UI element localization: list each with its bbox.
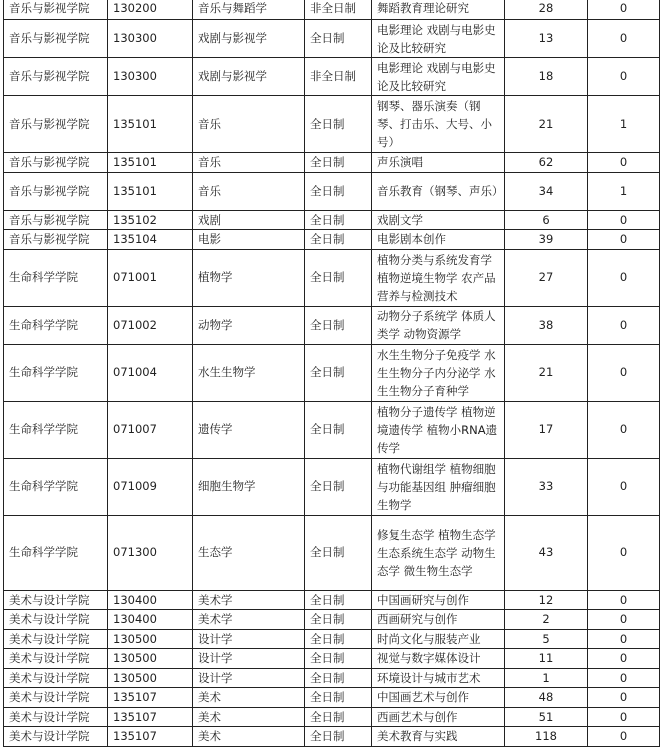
major-cell: 音乐 bbox=[193, 172, 305, 210]
direction-cell: 视觉与数字媒体设计 bbox=[372, 649, 505, 669]
table-row bbox=[4, 688, 660, 708]
table-row bbox=[4, 610, 660, 630]
exempt-count-cell: 0 bbox=[588, 688, 660, 708]
enrollment-count-cell: 118 bbox=[505, 727, 588, 747]
table-row bbox=[4, 629, 660, 649]
school-cell: 音乐与影视学院 bbox=[4, 96, 108, 153]
table-row bbox=[4, 401, 660, 458]
table-row bbox=[4, 668, 660, 688]
code-cell: 130500 bbox=[108, 668, 193, 688]
code-cell: 071300 bbox=[108, 515, 193, 590]
direction-cell: 植物分类与系统发育学 植物逆境生物学 农产品营养与检测技术 bbox=[372, 249, 505, 306]
direction-cell: 动物分子系统学 体质人类学 动物资源学 bbox=[372, 306, 505, 344]
enrollment-count-cell: 17 bbox=[505, 401, 588, 458]
direction-cell: 时尚文化与服装产业 bbox=[372, 629, 505, 649]
major-cell: 细胞生物学 bbox=[193, 458, 305, 515]
enrollment-count-cell: 1 bbox=[505, 668, 588, 688]
direction-cell: 中国画研究与创作 bbox=[372, 590, 505, 610]
school-cell: 生命科学学院 bbox=[4, 515, 108, 590]
direction-cell: 水生生物分子免疫学 水生生物分子内分泌学 水生生物分子育种学 bbox=[372, 344, 505, 401]
major-cell: 美术学 bbox=[193, 590, 305, 610]
direction-cell: 电影剧本创作 bbox=[372, 230, 505, 250]
table-row bbox=[4, 590, 660, 610]
school-cell: 美术与设计学院 bbox=[4, 590, 108, 610]
code-cell: 135107 bbox=[108, 707, 193, 727]
table-row bbox=[4, 515, 660, 590]
major-cell: 生态学 bbox=[193, 515, 305, 590]
code-cell: 135102 bbox=[108, 210, 193, 230]
table-row bbox=[4, 153, 660, 173]
enrollment-count-cell: 62 bbox=[505, 153, 588, 173]
major-cell: 音乐 bbox=[193, 153, 305, 173]
school-cell: 美术与设计学院 bbox=[4, 610, 108, 630]
school-cell: 美术与设计学院 bbox=[4, 707, 108, 727]
school-cell: 音乐与影视学院 bbox=[4, 172, 108, 210]
table-row bbox=[4, 249, 660, 306]
code-cell: 130300 bbox=[108, 20, 193, 58]
table-row bbox=[4, 20, 660, 58]
major-cell: 音乐与舞蹈学 bbox=[193, 0, 305, 20]
mode-cell: 全日制 bbox=[305, 20, 372, 58]
exempt-count-cell: 0 bbox=[588, 515, 660, 590]
major-cell: 美术 bbox=[193, 688, 305, 708]
mode-cell: 全日制 bbox=[305, 344, 372, 401]
school-cell: 美术与设计学院 bbox=[4, 727, 108, 747]
exempt-count-cell: 0 bbox=[588, 649, 660, 669]
direction-cell: 修复生态学 植物生态学 生态系统生态学 动物生态学 微生物生态学 bbox=[372, 515, 505, 590]
school-cell: 音乐与影视学院 bbox=[4, 0, 108, 20]
exempt-count-cell: 1 bbox=[588, 96, 660, 153]
enrollment-count-cell: 12 bbox=[505, 590, 588, 610]
school-cell: 美术与设计学院 bbox=[4, 649, 108, 669]
exempt-count-cell: 0 bbox=[588, 0, 660, 20]
mode-cell: 全日制 bbox=[305, 96, 372, 153]
major-cell: 音乐 bbox=[193, 96, 305, 153]
exempt-count-cell: 0 bbox=[588, 230, 660, 250]
major-cell: 戏剧 bbox=[193, 210, 305, 230]
major-cell: 植物学 bbox=[193, 249, 305, 306]
enrollment-count-cell: 21 bbox=[505, 96, 588, 153]
enrollment-table bbox=[3, 0, 660, 747]
mode-cell: 全日制 bbox=[305, 230, 372, 250]
direction-cell: 舞蹈教育理论研究 bbox=[372, 0, 505, 20]
code-cell: 130400 bbox=[108, 610, 193, 630]
table-row bbox=[4, 458, 660, 515]
enrollment-count-cell: 43 bbox=[505, 515, 588, 590]
exempt-count-cell: 0 bbox=[588, 20, 660, 58]
exempt-count-cell: 0 bbox=[588, 249, 660, 306]
direction-cell: 环境设计与城市艺术 bbox=[372, 668, 505, 688]
code-cell: 135107 bbox=[108, 688, 193, 708]
major-cell: 设计学 bbox=[193, 668, 305, 688]
code-cell: 135104 bbox=[108, 230, 193, 250]
major-cell: 电影 bbox=[193, 230, 305, 250]
enrollment-count-cell: 28 bbox=[505, 0, 588, 20]
school-cell: 生命科学学院 bbox=[4, 458, 108, 515]
major-cell: 美术 bbox=[193, 727, 305, 747]
table-row bbox=[4, 210, 660, 230]
exempt-count-cell: 0 bbox=[588, 153, 660, 173]
enrollment-count-cell: 34 bbox=[505, 172, 588, 210]
direction-cell: 电影理论 戏剧与电影史论及比较研究 bbox=[372, 20, 505, 58]
enrollment-count-cell: 27 bbox=[505, 249, 588, 306]
direction-cell: 声乐演唱 bbox=[372, 153, 505, 173]
table-row bbox=[4, 0, 660, 20]
mode-cell: 非全日制 bbox=[305, 58, 372, 96]
major-cell: 水生生物学 bbox=[193, 344, 305, 401]
enrollment-count-cell: 38 bbox=[505, 306, 588, 344]
table-row bbox=[4, 230, 660, 250]
table-row bbox=[4, 727, 660, 747]
mode-cell: 全日制 bbox=[305, 727, 372, 747]
table-row bbox=[4, 344, 660, 401]
school-cell: 生命科学学院 bbox=[4, 401, 108, 458]
school-cell: 音乐与影视学院 bbox=[4, 230, 108, 250]
code-cell: 135101 bbox=[108, 172, 193, 210]
exempt-count-cell: 0 bbox=[588, 610, 660, 630]
enrollment-count-cell: 11 bbox=[505, 649, 588, 669]
mode-cell: 全日制 bbox=[305, 707, 372, 727]
table-row bbox=[4, 58, 660, 96]
table-row bbox=[4, 306, 660, 344]
code-cell: 071001 bbox=[108, 249, 193, 306]
enrollment-count-cell: 6 bbox=[505, 210, 588, 230]
direction-cell: 中国画艺术与创作 bbox=[372, 688, 505, 708]
mode-cell: 全日制 bbox=[305, 649, 372, 669]
direction-cell: 钢琴、器乐演奏（钢琴、打击乐、大号、小号） bbox=[372, 96, 505, 153]
school-cell: 音乐与影视学院 bbox=[4, 58, 108, 96]
enrollment-count-cell: 33 bbox=[505, 458, 588, 515]
major-cell: 戏剧与影视学 bbox=[193, 20, 305, 58]
school-cell: 美术与设计学院 bbox=[4, 668, 108, 688]
exempt-count-cell: 0 bbox=[588, 707, 660, 727]
table-row bbox=[4, 649, 660, 669]
exempt-count-cell: 0 bbox=[588, 58, 660, 96]
mode-cell: 全日制 bbox=[305, 249, 372, 306]
exempt-count-cell: 0 bbox=[588, 306, 660, 344]
enrollment-count-cell: 48 bbox=[505, 688, 588, 708]
major-cell: 设计学 bbox=[193, 629, 305, 649]
code-cell: 071007 bbox=[108, 401, 193, 458]
enrollment-count-cell: 18 bbox=[505, 58, 588, 96]
school-cell: 生命科学学院 bbox=[4, 306, 108, 344]
direction-cell: 美术教育与实践 bbox=[372, 727, 505, 747]
direction-cell: 电影理论 戏剧与电影史论及比较研究 bbox=[372, 58, 505, 96]
school-cell: 音乐与影视学院 bbox=[4, 210, 108, 230]
code-cell: 135101 bbox=[108, 96, 193, 153]
enrollment-count-cell: 51 bbox=[505, 707, 588, 727]
enrollment-count-cell: 39 bbox=[505, 230, 588, 250]
mode-cell: 全日制 bbox=[305, 688, 372, 708]
school-cell: 生命科学学院 bbox=[4, 344, 108, 401]
school-cell: 音乐与影视学院 bbox=[4, 153, 108, 173]
mode-cell: 全日制 bbox=[305, 153, 372, 173]
mode-cell: 非全日制 bbox=[305, 0, 372, 20]
mode-cell: 全日制 bbox=[305, 458, 372, 515]
school-cell: 美术与设计学院 bbox=[4, 688, 108, 708]
mode-cell: 全日制 bbox=[305, 610, 372, 630]
exempt-count-cell: 1 bbox=[588, 172, 660, 210]
exempt-count-cell: 0 bbox=[588, 668, 660, 688]
major-cell: 遗传学 bbox=[193, 401, 305, 458]
direction-cell: 戏剧文学 bbox=[372, 210, 505, 230]
mode-cell: 全日制 bbox=[305, 172, 372, 210]
code-cell: 071002 bbox=[108, 306, 193, 344]
mode-cell: 全日制 bbox=[305, 629, 372, 649]
mode-cell: 全日制 bbox=[305, 590, 372, 610]
school-cell: 音乐与影视学院 bbox=[4, 20, 108, 58]
mode-cell: 全日制 bbox=[305, 668, 372, 688]
direction-cell: 植物分子遗传学 植物逆境遗传学 植物小RNA遗传学 bbox=[372, 401, 505, 458]
code-cell: 130400 bbox=[108, 590, 193, 610]
code-cell: 135107 bbox=[108, 727, 193, 747]
exempt-count-cell: 0 bbox=[588, 344, 660, 401]
code-cell: 071009 bbox=[108, 458, 193, 515]
code-cell: 130500 bbox=[108, 629, 193, 649]
mode-cell: 全日制 bbox=[305, 401, 372, 458]
exempt-count-cell: 0 bbox=[588, 590, 660, 610]
enrollment-count-cell: 13 bbox=[505, 20, 588, 58]
exempt-count-cell: 0 bbox=[588, 210, 660, 230]
code-cell: 130500 bbox=[108, 649, 193, 669]
direction-cell: 西画研究与创作 bbox=[372, 610, 505, 630]
table-row bbox=[4, 96, 660, 153]
direction-cell: 植物代谢组学 植物细胞与功能基因组 肿瘤细胞生物学 bbox=[372, 458, 505, 515]
major-cell: 设计学 bbox=[193, 649, 305, 669]
mode-cell: 全日制 bbox=[305, 210, 372, 230]
code-cell: 130200 bbox=[108, 0, 193, 20]
direction-cell: 音乐教育（钢琴、声乐） bbox=[372, 172, 505, 210]
school-cell: 生命科学学院 bbox=[4, 249, 108, 306]
enrollment-count-cell: 5 bbox=[505, 629, 588, 649]
enrollment-count-cell: 21 bbox=[505, 344, 588, 401]
code-cell: 071004 bbox=[108, 344, 193, 401]
school-cell: 美术与设计学院 bbox=[4, 629, 108, 649]
mode-cell: 全日制 bbox=[305, 306, 372, 344]
code-cell: 135101 bbox=[108, 153, 193, 173]
major-cell: 美术学 bbox=[193, 610, 305, 630]
direction-cell: 西画艺术与创作 bbox=[372, 707, 505, 727]
exempt-count-cell: 0 bbox=[588, 727, 660, 747]
major-cell: 戏剧与影视学 bbox=[193, 58, 305, 96]
enrollment-count-cell: 2 bbox=[505, 610, 588, 630]
major-cell: 动物学 bbox=[193, 306, 305, 344]
table-row bbox=[4, 707, 660, 727]
exempt-count-cell: 0 bbox=[588, 629, 660, 649]
exempt-count-cell: 0 bbox=[588, 458, 660, 515]
major-cell: 美术 bbox=[193, 707, 305, 727]
table-row bbox=[4, 172, 660, 210]
code-cell: 130300 bbox=[108, 58, 193, 96]
mode-cell: 全日制 bbox=[305, 515, 372, 590]
exempt-count-cell: 0 bbox=[588, 401, 660, 458]
